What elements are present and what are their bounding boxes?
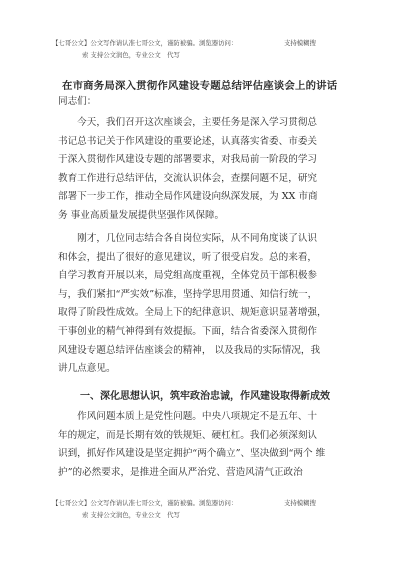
text-line: 教育工作进行总结评估，交流认识体会，查摆问题不足，研究 — [58, 172, 318, 184]
header-notice-line1: 【七哥公文】公文写作请认准七哥公文，谨防被骗。浏览器访问： — [52, 39, 238, 47]
header-notice-line2: 索 支持公文润色，专业公文 代写 — [82, 51, 180, 59]
text-line: 年的规定，而是长期有效的铁规矩、硬杠杠。我们必须深刻认 — [58, 429, 318, 441]
text-line: 自学习教育开展以来，局党组高度重视，全体党员干部积极参 — [58, 270, 318, 282]
text-line: 务 事业高质量发展提供坚强作风保障。 — [58, 209, 225, 221]
text-line: 干事创业的精气神得到有效提振。下面，结合省委深入贯彻作 — [58, 325, 318, 337]
header-notice-line1-right: 支持模糊搜 — [284, 39, 316, 47]
text-line: 与，我们紧扣“严实效”标准，坚持学思用贯通、知信行统一， — [58, 288, 318, 300]
text-line: 刚才，几位同志结合各自岗位实际，从不同角度谈了认识 — [58, 233, 318, 244]
text-line: 今天，我们召开这次座谈会，主要任务是深入学习贯彻总 — [58, 117, 318, 128]
document-title: 在市商务局深入贯彻作风建设专题总结评估座谈会上的讲话 — [62, 80, 338, 92]
text-line: 取得了阶段性成效。全局上下的纪律意识、规矩意识显著增强， — [58, 307, 327, 319]
text-line: 识到，抓好作风建设是坚定拥护“两个确立”、坚决做到“两个 维 — [58, 448, 326, 460]
text-line: 于深入贯彻作风建设专题的部署要求，对我局前一阶段的学习 — [58, 154, 318, 166]
section-heading: 一、深化思想认识，筑牢政治忠诚，作风建设取得新成效 — [80, 391, 330, 402]
text-line: 和体会，提出了很好的意见建议，听了很受启发。总的来看， — [58, 251, 318, 263]
text-line: 作风问题本质上是党性问题。中央八项规定不是五年、十 — [58, 411, 318, 422]
text-line: 风建设专题总结评估座谈会的精神， 以及我局的实际情况，我 — [58, 344, 321, 356]
text-line: 护”的必然要求，是推进全面从严治党、营造风清气正政治 — [58, 466, 303, 478]
greeting: 同志们： — [58, 96, 97, 107]
paragraph-opening — [58, 114, 358, 226]
paragraph-review — [58, 230, 358, 379]
text-line: 部署下一步工作，推动全局作风建设向纵深发展，为 XX 市商 — [58, 191, 318, 203]
text-line: 讲几点意见。 — [58, 363, 116, 375]
footer-notice-line1-right: 支持模糊搜 — [284, 499, 316, 507]
text-line: 书记总书记关于作风建设的重要论述，认真落实省委、市委关 — [58, 135, 318, 147]
footer-notice-line2: 索 支持公文润色，专业公文 代写 — [82, 511, 180, 519]
paragraph-section-one — [58, 408, 358, 482]
footer-notice-line1: 【七哥公文】公文写作请认准七哥公文，谨防被骗。浏览器访问： — [52, 499, 238, 507]
